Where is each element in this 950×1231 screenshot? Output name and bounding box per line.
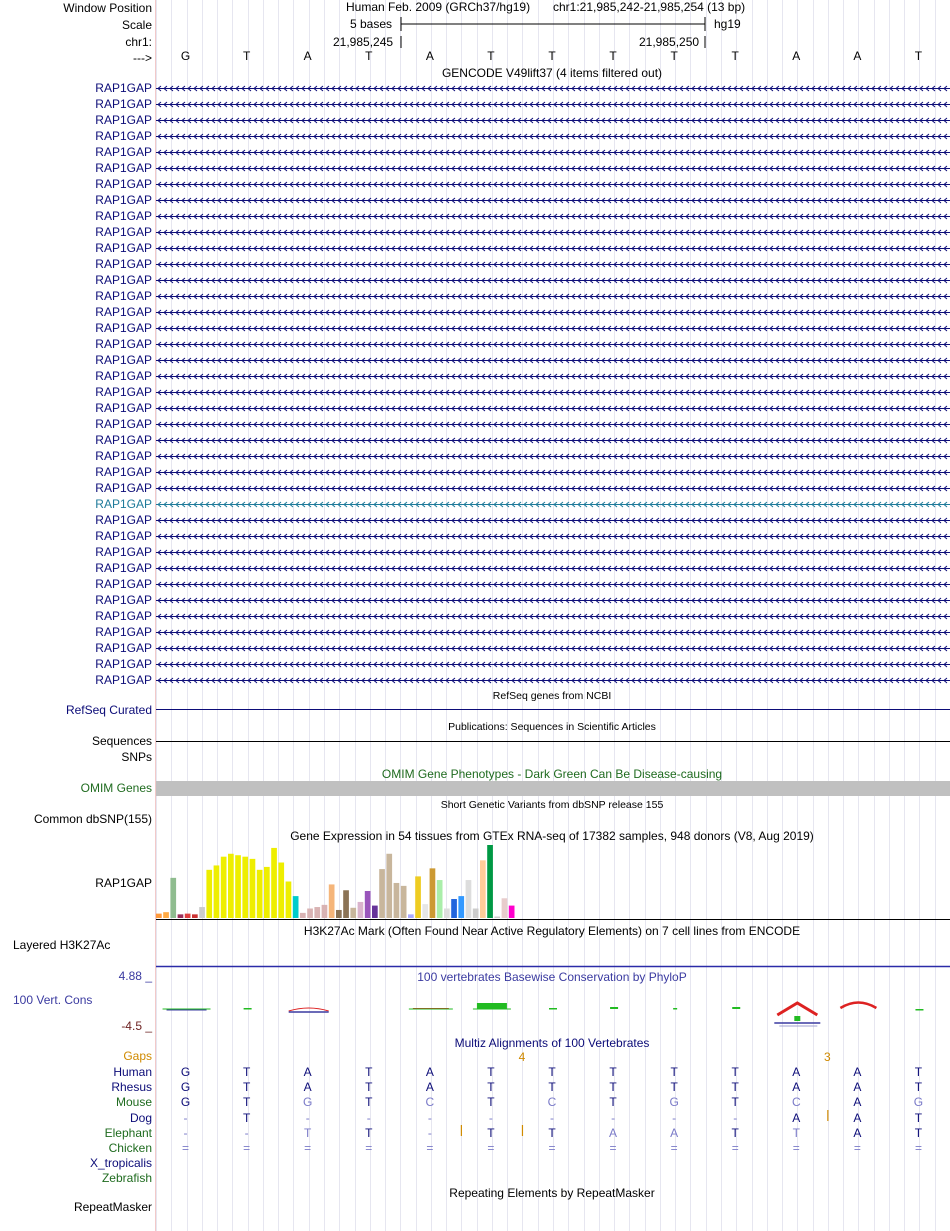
scale-text: 5 bases <box>350 17 393 31</box>
aligned-base: T <box>914 1080 923 1095</box>
aligned-base: = <box>243 1141 251 1155</box>
genome-browser-track-area[interactable] <box>156 0 950 1231</box>
aligned-base: = <box>670 1141 678 1155</box>
aligned-base: A <box>853 1080 862 1095</box>
aligned-base: G <box>303 1095 313 1110</box>
phylop-bar <box>673 1008 677 1010</box>
omim-feature-bar <box>156 781 950 796</box>
gtex-tissue-bar <box>300 913 306 918</box>
aligned-base: - <box>488 1110 493 1125</box>
aligned-base: T <box>731 1095 739 1110</box>
gencode-transcript-label: RAP1GAP <box>95 81 152 95</box>
assembly-text: Human Feb. 2009 (GRCh37/hg19) <box>346 0 531 14</box>
phylop-bar <box>244 1008 252 1010</box>
gencode-transcript-label: RAP1GAP <box>95 225 152 239</box>
gencode-transcript-label: RAP1GAP <box>95 113 152 127</box>
gtex-tissue-bar <box>422 904 428 918</box>
aligned-base: C <box>791 1095 801 1110</box>
gtex-tissue-bar <box>509 906 515 918</box>
gtex-tissue-bar <box>430 868 436 918</box>
gtex-tissue-bar <box>415 876 421 918</box>
gencode-transcript-label: RAP1GAP <box>95 97 152 111</box>
gtex-tissue-bar <box>458 896 464 918</box>
gtex-tissue-bar <box>264 867 270 918</box>
gencode-transcript-label: RAP1GAP <box>95 433 152 447</box>
gtex-tissue-bar <box>242 857 248 918</box>
gencode-transcript-label: RAP1GAP <box>95 529 152 543</box>
aligned-base: G <box>669 1095 679 1110</box>
aligned-base: T <box>242 1080 251 1095</box>
phylop-min-label: -4.5 _ <box>121 1019 152 1033</box>
omim-title: OMIM Gene Phenotypes - Dark Green Can Be Disease-causing <box>381 767 723 781</box>
aligned-base: T <box>609 1080 617 1095</box>
gtex-tissue-bar <box>286 882 292 919</box>
aligned-base: A <box>792 1080 801 1095</box>
gencode-transcript-label: RAP1GAP <box>95 561 152 575</box>
gtex-tissue-bar <box>437 880 443 918</box>
aligned-base: G <box>180 1065 191 1079</box>
dbsnp-label[interactable]: Common dbSNP(155) <box>33 812 152 826</box>
gencode-transcript-label: RAP1GAP <box>95 657 152 671</box>
gtex-tissue-bar <box>170 878 176 918</box>
gencode-transcript-label: RAP1GAP <box>95 273 152 287</box>
track-labels-column <box>0 0 155 1231</box>
gencode-transcript-label: RAP1GAP <box>95 545 152 559</box>
aligned-base: A <box>853 1125 862 1140</box>
aligned-base: = <box>487 1141 495 1155</box>
gtex-tissue-bar <box>502 898 508 918</box>
aligned-base: T <box>609 1095 617 1110</box>
aligned-base: - <box>183 1125 188 1140</box>
aligned-base: A <box>425 1080 434 1095</box>
species-label: Mouse <box>115 1095 152 1110</box>
gencode-transcript-label: RAP1GAP <box>95 129 152 143</box>
aligned-base: A <box>853 1065 862 1079</box>
phylop-peak <box>289 1008 329 1011</box>
h3k27ac-title: H3K27Ac Mark (Often Found Near Active Regulatory Elements) on 7 cell lines from ENCODE <box>303 924 801 938</box>
scale-label: Scale <box>121 18 152 32</box>
multiz-title: Multiz Alignments of 100 Vertebrates <box>454 1036 650 1050</box>
aligned-base: A <box>670 1125 679 1140</box>
aligned-base: - <box>305 1110 310 1125</box>
aligned-base: A <box>425 1065 434 1079</box>
species-label: X_tropicalis <box>89 1156 152 1171</box>
strand-label: ---> <box>133 51 152 65</box>
aligned-base: T <box>548 1065 556 1079</box>
gtex-tissue-bar <box>192 914 198 918</box>
aligned-base: = <box>914 1141 922 1155</box>
species-label: Rhesus <box>111 1080 152 1095</box>
h3k27ac-label[interactable]: Layered H3K27Ac <box>13 938 111 952</box>
gtex-tissue-bar <box>293 896 299 918</box>
gaps-label: Gaps <box>123 1049 152 1063</box>
gtex-tissue-bar <box>278 863 284 918</box>
gtex-tissue-bar <box>372 906 378 918</box>
aligned-base: G <box>913 1095 924 1110</box>
window-position-label: Window Position <box>63 1 152 15</box>
publications-title: Publications: Sequences in Scientific Articles <box>448 721 656 733</box>
gencode-transcript-label: RAP1GAP <box>95 673 152 687</box>
gtex-tissue-bar <box>473 909 479 918</box>
phylop-bar <box>610 1007 618 1009</box>
aligned-base: T <box>731 1065 739 1079</box>
dbsnp-title: Short Genetic Variants from dbSNP release 155 <box>440 799 664 811</box>
aligned-base: A <box>853 1095 862 1110</box>
sequences-label[interactable]: Sequences <box>91 734 152 748</box>
gencode-transcript-label: RAP1GAP <box>95 353 152 367</box>
gencode-transcript-label: RAP1GAP <box>95 241 152 255</box>
aligned-base: - <box>550 1110 554 1125</box>
gtex-tissue-bar <box>358 902 364 918</box>
gtex-tissue-bar <box>257 870 263 918</box>
gtex-tissue-bar <box>235 855 241 918</box>
aligned-base: T <box>792 1125 800 1140</box>
reference-base: T <box>914 49 923 63</box>
phylop-bar <box>477 1003 507 1009</box>
gencode-transcript-label: RAP1GAP <box>95 449 152 463</box>
aligned-base: T <box>914 1110 923 1125</box>
gtex-gene-label[interactable]: RAP1GAP <box>95 876 152 890</box>
gtex-tissue-bar <box>408 914 414 918</box>
gtex-tissue-bar <box>314 907 320 918</box>
gtex-tissue-bar <box>214 865 220 918</box>
aligned-base: A <box>303 1080 312 1095</box>
gap-count: 4 <box>518 1050 526 1064</box>
gtex-tissue-bar <box>250 859 256 918</box>
aligned-base: = <box>609 1141 617 1155</box>
gencode-title: GENCODE V49lift37 (4 items filtered out) <box>441 66 663 80</box>
aligned-base: T <box>242 1095 251 1110</box>
aligned-base: T <box>242 1110 251 1125</box>
gtex-tissue-bar <box>156 914 162 918</box>
aligned-base: - <box>427 1110 432 1125</box>
phylop-title: 100 vertebrates Basewise Conservation by PhyloP <box>417 970 687 984</box>
gencode-transcript-label: RAP1GAP <box>95 609 152 623</box>
aligned-base: T <box>365 1125 373 1140</box>
gtex-tissue-bar <box>271 848 277 918</box>
phylop-bar <box>549 1008 557 1010</box>
species-label: Zebrafish <box>101 1171 152 1186</box>
aligned-base: T <box>914 1065 923 1079</box>
gencode-transcript-label: RAP1GAP <box>95 337 152 351</box>
aligned-base: T <box>548 1125 556 1140</box>
aligned-base: T <box>670 1065 678 1079</box>
gencode-transcript-label: RAP1GAP <box>95 401 152 415</box>
aligned-base: G <box>180 1080 191 1095</box>
aligned-base: T <box>365 1095 373 1110</box>
gtex-tissue-bar <box>386 854 392 918</box>
gtex-tissue-bar <box>221 857 227 918</box>
aligned-base: C <box>425 1095 435 1110</box>
aligned-base: A <box>792 1110 801 1125</box>
gencode-transcript-label: RAP1GAP <box>95 593 152 607</box>
reference-base: G <box>180 49 191 63</box>
phylop-max-label: 4.88 _ <box>118 969 152 983</box>
gtex-tissue-bar <box>487 845 493 918</box>
snps-label[interactable]: SNPs <box>121 750 152 764</box>
aligned-base: - <box>611 1110 616 1125</box>
species-label: Dog <box>129 1110 152 1125</box>
gtex-tissue-bar <box>494 917 500 918</box>
aligned-base: = <box>182 1141 190 1155</box>
aligned-base: T <box>487 1080 495 1095</box>
aligned-base: T <box>609 1065 617 1079</box>
scale-db: hg19 <box>714 17 741 31</box>
phylop-peak <box>777 1003 817 1015</box>
gtex-tissue-bar <box>329 884 335 918</box>
gap-count: 3 <box>823 1050 831 1064</box>
gencode-transcript-label: RAP1GAP <box>95 209 152 223</box>
gtex-tissue-bar <box>206 870 212 918</box>
gencode-transcript-label: RAP1GAP <box>95 385 152 399</box>
aligned-base: A <box>609 1125 618 1140</box>
tick-left-label: 21,985,245 <box>333 35 394 49</box>
phylop-peak <box>840 1003 876 1009</box>
track-graphics <box>156 0 950 1231</box>
gtex-tissue-bar <box>480 860 486 918</box>
gtex-tissue-bar <box>228 854 234 918</box>
repeatmasker-label[interactable]: RepeatMasker <box>73 1200 152 1214</box>
gtex-tissue-bar <box>322 905 328 918</box>
aligned-base: = <box>304 1141 312 1155</box>
gencode-transcript-label: RAP1GAP <box>95 145 152 159</box>
phylop-bar <box>915 1009 923 1011</box>
gencode-transcript-label: RAP1GAP <box>95 177 152 191</box>
aligned-base: = <box>853 1141 861 1155</box>
gencode-transcript-label: RAP1GAP <box>95 481 152 495</box>
reference-base: T <box>487 49 495 63</box>
aligned-base: = <box>731 1141 739 1155</box>
reference-base: T <box>731 49 739 63</box>
phylop-bar <box>794 1016 800 1021</box>
gtex-tissue-bar <box>451 899 457 918</box>
aligned-base: = <box>548 1141 556 1155</box>
gtex-tissue-bar <box>163 912 169 918</box>
tick-right-label: 21,985,250 <box>639 35 700 49</box>
aligned-base: T <box>365 1080 373 1095</box>
gencode-transcript-label: RAP1GAP <box>95 417 152 431</box>
gtex-tissue-bar <box>350 908 356 918</box>
gtex-tissue-bar <box>401 886 407 918</box>
aligned-base: - <box>733 1110 738 1125</box>
aligned-base: T <box>914 1125 923 1140</box>
phylop-label[interactable]: 100 Vert. Cons <box>13 993 93 1007</box>
gtex-tissue-bar <box>336 910 342 918</box>
reference-base: T <box>365 49 373 63</box>
species-label: Elephant <box>104 1125 152 1140</box>
reference-base: T <box>670 49 678 63</box>
refseq-label[interactable]: RefSeq Curated <box>65 703 152 717</box>
gtex-tissue-bar <box>307 909 313 918</box>
aligned-base: = <box>365 1141 373 1155</box>
aligned-base: T <box>731 1080 739 1095</box>
aligned-base: G <box>180 1095 191 1110</box>
aligned-base: T <box>365 1065 373 1079</box>
aligned-base: T <box>548 1080 556 1095</box>
reference-base: T <box>548 49 556 63</box>
aligned-base: T <box>487 1065 495 1079</box>
aligned-base: A <box>792 1065 801 1079</box>
gencode-transcript-label: RAP1GAP <box>95 257 152 271</box>
gencode-transcript-label: RAP1GAP <box>95 369 152 383</box>
gtex-tissue-bar <box>365 891 371 918</box>
omim-label[interactable]: OMIM Genes <box>80 781 152 795</box>
reference-base: T <box>242 49 251 63</box>
gtex-tissue-bar <box>466 880 472 918</box>
aligned-base: = <box>426 1141 434 1155</box>
position-text: chr1:21,985,242-21,985,254 (13 bp) <box>553 0 746 14</box>
aligned-base: T <box>670 1080 678 1095</box>
aligned-base: T <box>487 1125 495 1140</box>
aligned-base: - <box>244 1125 249 1140</box>
gencode-transcript-label: RAP1GAP <box>95 289 152 303</box>
gencode-transcript-label: RAP1GAP <box>95 641 152 655</box>
gencode-transcript-label: RAP1GAP <box>95 465 152 479</box>
aligned-base: A <box>303 1065 312 1079</box>
gtex-tissue-bar <box>394 883 400 918</box>
aligned-base: - <box>366 1110 371 1125</box>
gtex-tissue-bar <box>178 914 184 918</box>
aligned-base: - <box>427 1125 432 1140</box>
reference-base: A <box>425 49 434 63</box>
gtex-tissue-bar <box>199 907 205 918</box>
aligned-base: - <box>672 1110 677 1125</box>
gtex-title: Gene Expression in 54 tissues from GTEx RNA-seq of 17382 samples, 948 donors (V8, Aug 2019) <box>290 829 814 843</box>
reference-base: A <box>792 49 801 63</box>
gtex-tissue-bar <box>379 869 385 918</box>
chrom-label: chr1: <box>125 35 152 49</box>
gencode-transcript-label: RAP1GAP <box>95 513 152 527</box>
refseq-title: RefSeq genes from NCBI <box>492 690 612 702</box>
aligned-base: A <box>853 1110 862 1125</box>
aligned-base: T <box>487 1095 495 1110</box>
gencode-transcript-label: RAP1GAP <box>95 321 152 335</box>
gencode-transcript-label: RAP1GAP <box>95 577 152 591</box>
aligned-base: T <box>242 1065 251 1079</box>
repeatmasker-title: Repeating Elements by RepeatMasker <box>449 1186 655 1200</box>
gencode-transcript-label: RAP1GAP <box>95 193 152 207</box>
gtex-tissue-bar <box>444 909 450 918</box>
aligned-base: T <box>304 1125 312 1140</box>
aligned-base: = <box>792 1141 800 1155</box>
aligned-base: C <box>547 1095 557 1110</box>
aligned-base: - <box>183 1110 188 1125</box>
gencode-transcript-label: RAP1GAP <box>95 161 152 175</box>
gencode-transcript-label: RAP1GAP <box>95 497 152 511</box>
phylop-bar <box>732 1007 740 1009</box>
reference-base: T <box>609 49 617 63</box>
reference-base: A <box>853 49 862 63</box>
species-label: Chicken <box>108 1141 152 1155</box>
aligned-base: T <box>731 1125 739 1140</box>
gencode-transcript-label: RAP1GAP <box>95 305 152 319</box>
reference-base: A <box>303 49 312 63</box>
gtex-tissue-bar <box>185 914 191 918</box>
gtex-tissue-bar <box>343 890 349 918</box>
gencode-transcript-label: RAP1GAP <box>95 625 152 639</box>
species-label: Human <box>113 1065 152 1079</box>
